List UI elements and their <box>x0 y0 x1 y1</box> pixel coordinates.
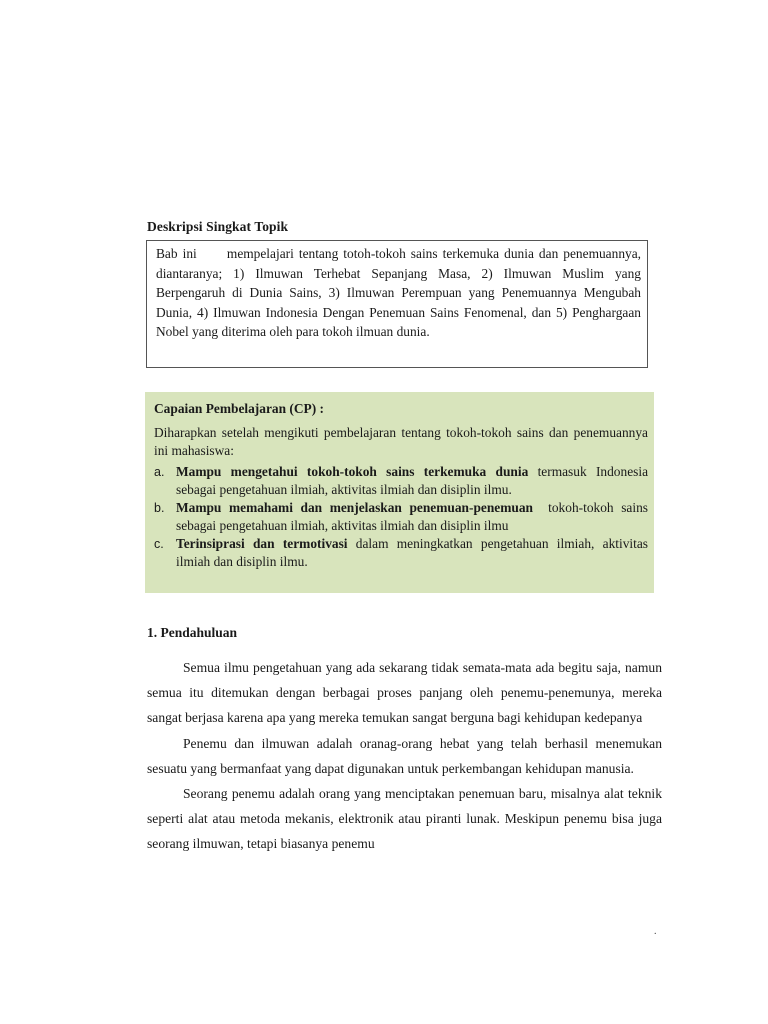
body-paragraph: Seorang penemu adalah orang yang menciptakan penemuan baru, misalnya alat teknik seperti alat atau metoda mekanis, elektronik atau piranti lunak. Meskipun penemu bisa juga seorang ilmuwan, tetapi biasanya penemu <box>147 786 662 852</box>
outcome-bold-text: Mampu memahami dan menjelaskan penemuan-penemuan <box>176 500 533 515</box>
description-text: Bab ini mempelajari tentang totoh-tokoh sains terkemuka dunia dan penemuannya, diantaranya; 1) Ilmuwan Terhebat Sepanjang Masa, 2) Ilmuwan Muslim yang Berpengaruh di Dunia Sains, 3) Ilmuwan Perempuan yang Penemuannya Mengubah Dunia, 4) Ilmuwan Indonesia Dengan Penemuan Sains Fenomenal, dan 5) Penghargaan Nobel yang diterima oleh para tokoh ilmuan dunia. <box>156 246 645 340</box>
list-marker: a. <box>154 465 165 479</box>
learning-outcomes-title: Capaian Pembelajaran (CP) : <box>154 401 324 416</box>
list-marker: b. <box>154 501 165 515</box>
outcome-bold-text: Mampu mengetahui tokoh-tokoh sains terkemuka dunia <box>176 464 529 479</box>
body-paragraph: Penemu dan ilmuwan adalah oranag-orang hebat yang telah berhasil menemukan sesuatu yang bermanfaat yang dapat digunakan untuk perkembangan kehidupan manusia. <box>147 735 662 776</box>
page-mark: . <box>654 926 657 937</box>
section-body <box>147 655 662 857</box>
learning-outcomes-box <box>145 392 654 593</box>
learning-outcomes-intro: Diharapkan setelah mengikuti pembelajaran tentang tokoh-tokoh sains dan penemuannya ini mahasiswa: <box>154 425 648 458</box>
section-heading: 1. Pendahuluan <box>147 625 238 640</box>
description-box <box>146 240 648 368</box>
description-heading: Deskripsi Singkat Topik <box>147 219 289 234</box>
learning-outcome-item <box>154 463 648 499</box>
outcome-bold-text: Terinsiprasi dan termotivasi <box>176 536 348 551</box>
learning-outcome-item <box>154 535 648 571</box>
body-paragraph: Semua ilmu pengetahuan yang ada sekarang tidak semata-mata ada begitu saja, namun semua itu ditemukan dengan berbagai proses panjang oleh penemu-penemunya, mereka sangat berjasa karena apa yang mereka temukan sangat berguna bagi kehidupan kedepanya <box>147 660 662 726</box>
outcome-text: dalam meningkatkan pengetahuan ilmiah, aktivitas ilmiah dan disiplin ilmu. <box>176 536 648 569</box>
learning-outcomes-list <box>154 463 655 571</box>
list-marker: c. <box>154 537 164 551</box>
learning-outcome-item <box>154 499 655 535</box>
outcome-text: termasuk Indonesia sebagai pengetahuan ilmiah, aktivitas ilmiah dan disiplin ilmu. <box>176 464 649 497</box>
outcome-text: tokoh-tokoh sains sebagai pengetahuan ilmiah, aktivitas ilmiah dan disiplin ilmu <box>176 500 655 533</box>
